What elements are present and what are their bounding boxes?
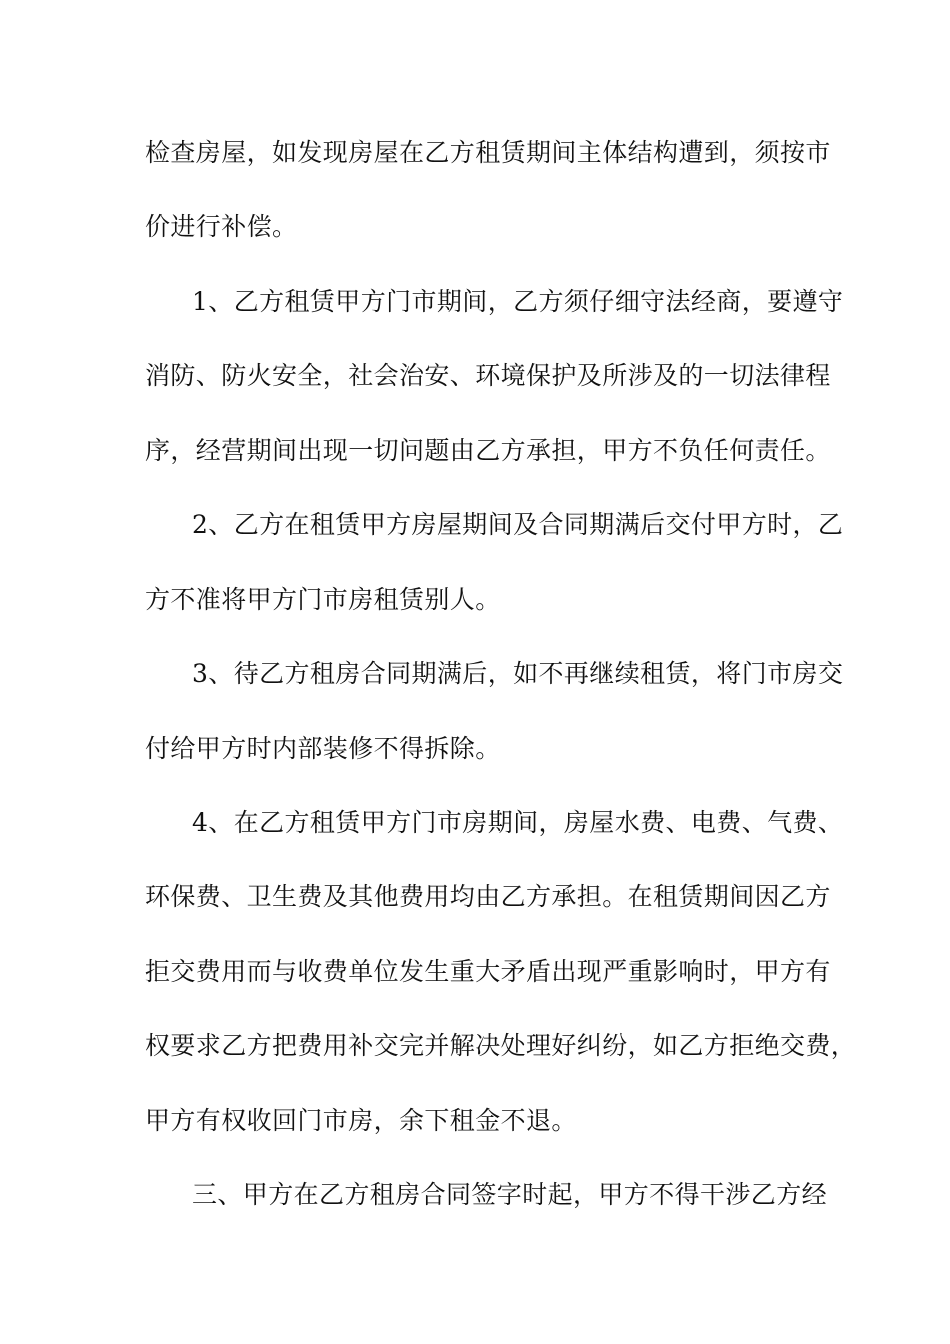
text-line: 价进行补偿。 — [145, 212, 298, 241]
text-line: 甲方有权收回门市房，余下租金不退。 — [145, 1106, 577, 1135]
text-line: 3、待乙方租房合同期满后，如不再继续租赁，将门市房交 — [192, 659, 844, 688]
text-line: 权要求乙方把费用补交完并解决处理好纠纷，如乙方拒绝交费， — [145, 1031, 857, 1060]
text-line: 检查房屋，如发现房屋在乙方租赁期间主体结构遭到，须按市 — [145, 138, 831, 167]
text-line: 方不准将甲方门市房租赁别人。 — [145, 585, 501, 614]
text-line: 三、甲方在乙方租房合同签字时起，甲方不得干涉乙方经 — [192, 1180, 828, 1209]
text-line: 付给甲方时内部装修不得拆除。 — [145, 734, 501, 763]
text-line: 4、在乙方租赁甲方门市房期间，房屋水费、电费、气费、 — [192, 808, 844, 837]
text-line: 拒交费用而与收费单位发生重大矛盾出现严重影响时，甲方有 — [145, 957, 831, 986]
text-line: 序，经营期间出现一切问题由乙方承担，甲方不负任何责任。 — [145, 436, 831, 465]
text-line: 1、乙方租赁甲方门市期间，乙方须仔细守法经商，要遵守 — [192, 287, 844, 316]
text-line: 环保费、卫生费及其他费用均由乙方承担。在租赁期间因乙方 — [145, 882, 831, 911]
text-line: 消防、防火安全，社会治安、环境保护及所涉及的一切法律程 — [145, 361, 831, 390]
text-line: 2、乙方在租赁甲方房屋期间及合同期满后交付甲方时，乙 — [192, 510, 844, 539]
